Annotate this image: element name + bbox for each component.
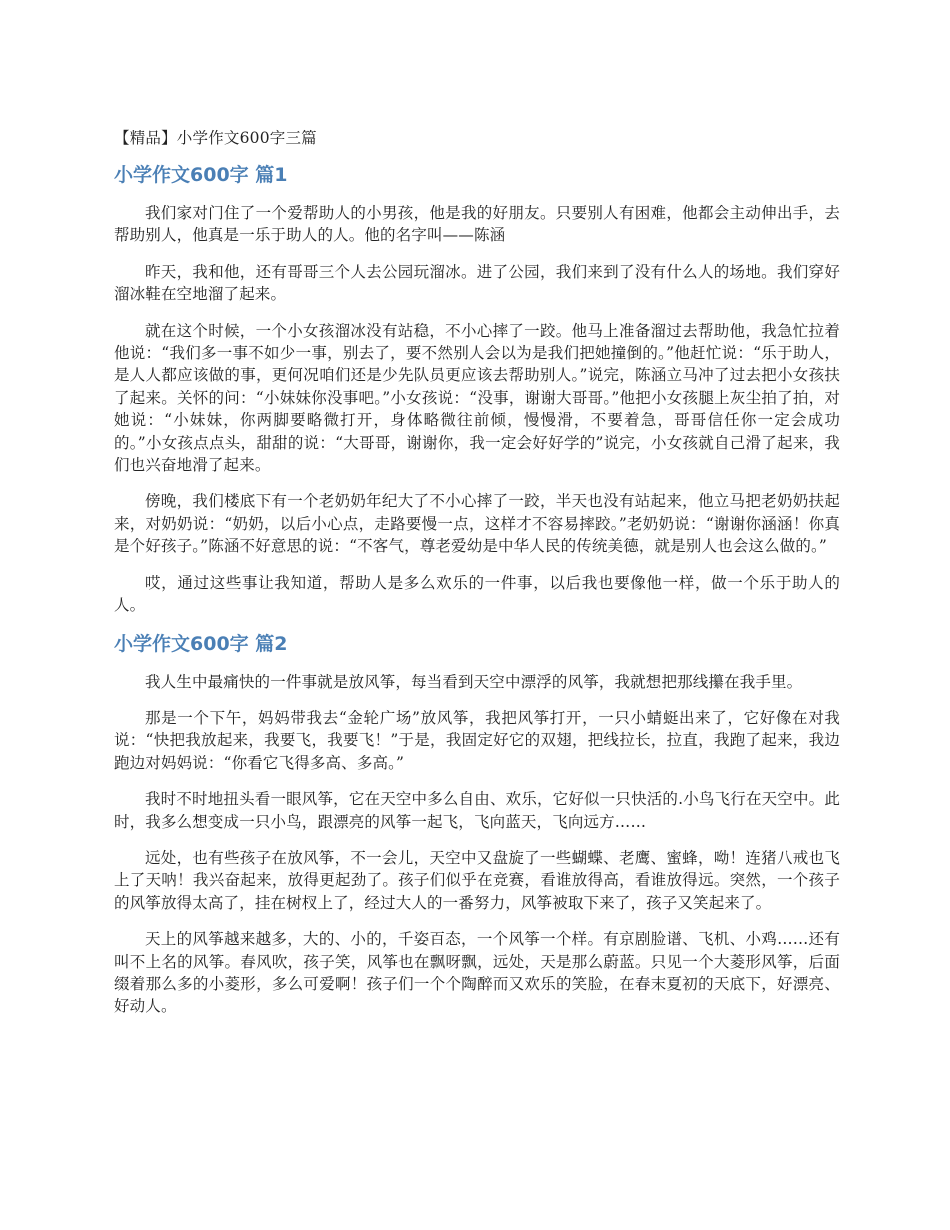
paragraph: 我人生中最痛快的一件事就是放风筝，每当看到天空中漂浮的风筝，我就想把那线攥在我手里。 — [145, 672, 803, 691]
essay-section-1 — [114, 162, 840, 617]
paragraph: 那是一个下午，妈妈带我去“金轮广场”放风筝，我把风筝打开，一只小蜻蜓出来了，它好像在对我说：“快把我放起来，我要飞，我要飞！”于是，我固定好它的双翅，把线拉长，拉直，我跑了起来，我边跑边对妈妈说：“你看它飞得多高、多高。” — [114, 708, 840, 772]
paragraph: 哎，通过这些事让我知道，帮助人是多么欢乐的一件事，以后我也要像他一样，做一个乐于助人的人。 — [114, 573, 840, 615]
document-page — [114, 128, 840, 1032]
section-heading: 小学作文600字 篇1 — [114, 164, 288, 186]
paragraph: 远处，也有些孩子在放风筝，不一会儿，天空中又盘旋了一些蝴蝶、老鹰、蜜蜂，呦！连猪八戒也飞上了天呐！我兴奋起来，放得更起劲了。孩子们似乎在竞赛，看谁放得高，看谁放得远。突然，一个孩子的风筝放得太高了，挂在树杈上了，经过大人的一番努力，风筝被取下来了，孩子又笑起来了。 — [114, 848, 840, 912]
paragraph: 就在这个时候，一个小女孩溜冰没有站稳，不小心摔了一跤。他马上准备溜过去帮助他，我急忙拉着他说：“我们多一事不如少一事，别去了，要不然别人会以为是我们把她撞倒的。”他赶忙说：“乐于助人，是人人都应该做的事，更何况咱们还是少先队员更应该去帮助别人。”说完，陈涵立马冲了过去把小女孩扶了起来。关怀的问：“小妹妹你没事吧。”小女孩说：“没事，谢谢大哥哥。”他把小女孩腿上灰尘拍了拍，对她说：“小妹妹，你两脚要略微打开，身体略微往前倾，慢慢滑，不要着急，哥哥信任你一定会成功的。”小女孩点点头，甜甜的说：“大哥哥，谢谢你，我一定会好好学的”说完，小女孩就自己滑了起来，我们也兴奋地滑了起来。 — [114, 321, 840, 475]
paragraph: 天上的风筝越来越多，大的、小的，千姿百态，一个风筝一个样。有京剧脸谱、飞机、小鸡……还有叫不上名的风筝。春风吹，孩子笑，风筝也在飘呀飘，远处，天是那么蔚蓝。只见一个大菱形风筝，后面缀着那么多的小菱形，多么可爱啊！孩子们一个个陶醉而又欢乐的笑脸，在春末夏初的天底下，好漂亮、好动人。 — [114, 930, 840, 1016]
paragraph: 昨天，我和他，还有哥哥三个人去公园玩溜冰。进了公园，我们来到了没有什么人的场地。我们穿好溜冰鞋在空地溜了起来。 — [114, 262, 840, 304]
essay-section-2 — [114, 631, 840, 1018]
paragraph: 我时不时地扭头看一眼风筝，它在天空中多么自由、欢乐，它好似一只快活的.小鸟飞行在天空中。此时，我多么想变成一只小鸟，跟漂亮的风筝一起飞，飞向蓝天，飞向远方…… — [114, 790, 840, 831]
paragraph: 我们家对门住了一个爱帮助人的小男孩，他是我的好朋友。只要别人有困难，他都会主动伸出手，去帮助别人，他真是一乐于助人的人。他的名字叫——陈涵 — [114, 204, 840, 245]
paragraph: 傍晚，我们楼底下有一个老奶奶年纪大了不小心摔了一跤，半天也没有站起来，他立马把老奶奶扶起来，对奶奶说：“奶奶，以后小心点，走路要慢一点，这样才不容易摔跤。”老奶奶说：“谢谢你涵涵！你真是个好孩子。”陈涵不好意思的说：“不客气，尊老爱幼是中华人民的传统美德，就是别人也会这么做的。” — [114, 492, 840, 556]
section-heading: 小学作文600字 篇2 — [114, 632, 288, 655]
document-title: 【精品】小学作文600字三篇 — [114, 129, 317, 147]
